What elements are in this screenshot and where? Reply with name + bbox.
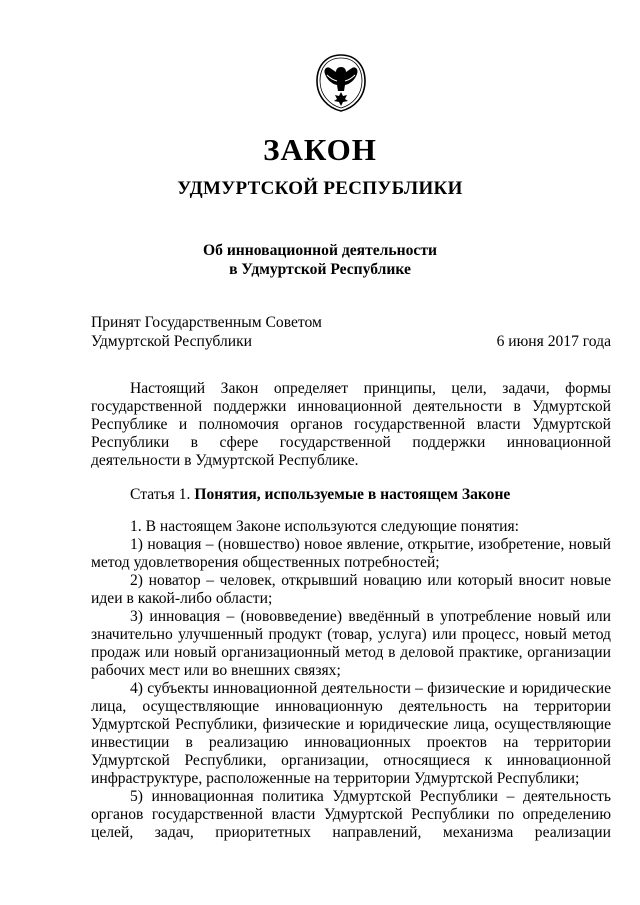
udmurt-coat-of-arms-icon — [316, 54, 366, 112]
document-title: ЗАКОН — [263, 132, 377, 167]
list-item: 1) новация – (новшество) новое явление, открытие, изобретение, новый метод удовлетворения общественных потребностей; — [91, 536, 611, 571]
list-item: 4) субъекты инновационной деятельности – физические и юридические лица, осуществляющие инновационную деятельность на территории Удмуртской Республики, физические и юридические лица, осуществляющие инвестиции в реализацию инновационных проектов на территории Удмуртской Республики, организации, относящиеся к инновационной инфраструктуре, расположенные на территории Удмуртской Республики; — [91, 680, 611, 787]
article-label: Статья 1. — [130, 486, 191, 503]
article-heading — [130, 486, 510, 504]
list-item: 2) новатор – человек, открывший новацию или который вносит новые идеи в какой-либо области; — [91, 572, 611, 607]
law-name-line-2: в Удмуртской Республике — [229, 260, 411, 278]
adopted-by-line-1: Принят Государственным Советом — [91, 314, 322, 331]
definitions-list — [91, 518, 611, 842]
list-item: 3) инновация – (нововведение) введённый в употребление новый или значительно улучшенный продукт (товар, услуга) или процесс, новый метод продаж или новый организационный метод в деловой практике, организации рабочих мест или во внешних связях; — [91, 608, 611, 679]
clause-intro: 1. В настоящем Законе используются следующие понятия: — [130, 518, 519, 535]
adopted-by-line-2: Удмуртской Республики — [91, 332, 253, 350]
document-subtitle: УДМУРТСКОЙ РЕСПУБЛИКИ — [177, 178, 463, 199]
law-name-line-1: Об инновационной деятельности — [203, 242, 437, 259]
adoption-block — [91, 314, 611, 351]
article-title: Понятия, используемые в настоящем Законе — [194, 486, 511, 503]
preamble — [91, 380, 611, 470]
adoption-date: 6 июня 2017 года — [496, 332, 611, 350]
preamble-paragraph: Настоящий Закон определяет принципы, цели, задачи, формы государственной поддержки инновационной деятельности в Удмуртской Республике и полномочия органов государственной власти Удмуртской Республики в сфере государственной поддержки инновационной деятельности в Удмуртской Республике. — [91, 380, 611, 469]
list-item: 5) инновационная политика Удмуртской Республики – деятельность органов государственной власти Удмуртской Республики по определению целей, задач, приоритетных направлений, механизма реализации — [91, 788, 611, 841]
law-name — [0, 242, 640, 279]
